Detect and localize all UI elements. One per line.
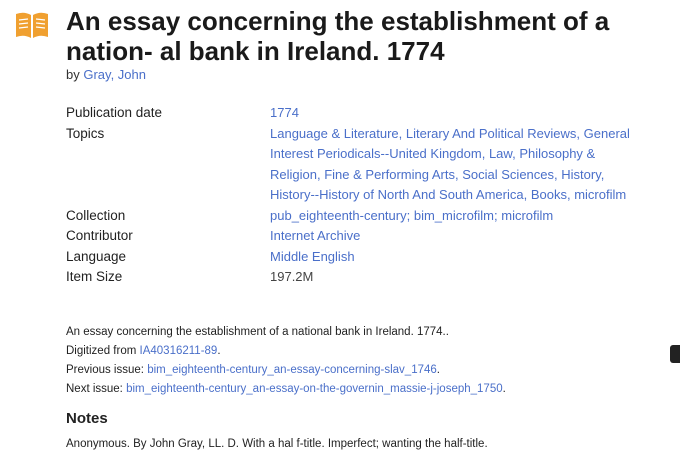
- meta-row-contributor: [66, 226, 646, 247]
- previous-issue-line: Previous issue: bim_eighteenth-century_an-essay-concerning-slav_1746.: [66, 364, 440, 376]
- contributor-link[interactable]: Internet Archive: [270, 228, 361, 243]
- previous-issue-link[interactable]: bim_eighteenth-century_an-essay-concerning-slav_1746: [147, 364, 437, 376]
- book-icon: [14, 11, 50, 39]
- topic-link[interactable]: Social Sciences: [462, 166, 555, 182]
- meta-label: Item Size: [66, 269, 123, 284]
- meta-label: Topics: [66, 125, 105, 141]
- meta-row-publication-date: [66, 103, 646, 124]
- meta-row-collection: [66, 206, 646, 227]
- metadata-table: [66, 103, 646, 288]
- item-size-value: 197.2M: [270, 269, 314, 284]
- collection-list: pub_eighteenth-century; bim_microfilm; microfilm: [270, 207, 554, 223]
- topic-link[interactable]: History: [561, 166, 601, 182]
- topic-link[interactable]: Fine & Performing Arts: [324, 166, 455, 182]
- topic-link[interactable]: Language & Literature: [270, 125, 399, 141]
- byline: [66, 67, 146, 82]
- description-summary: An essay concerning the establishment of a national bank in Ireland. 1774..: [66, 326, 449, 338]
- item-description: [66, 323, 666, 399]
- digitized-source-link[interactable]: IA40316211-89: [139, 345, 218, 357]
- author-link[interactable]: Gray, John: [83, 67, 146, 82]
- meta-row-item-size: [66, 267, 646, 288]
- meta-row-language: [66, 247, 646, 268]
- collection-link[interactable]: bim_microfilm: [413, 207, 495, 223]
- topic-link[interactable]: Books: [530, 187, 567, 202]
- digitized-from-line: Digitized from IA40316211-89.: [66, 345, 221, 357]
- meta-label: Collection: [66, 207, 126, 223]
- collection-link[interactable]: pub_eighteenth-century: [270, 207, 407, 223]
- meta-label: Publication date: [66, 105, 163, 120]
- collection-link[interactable]: microfilm: [501, 207, 554, 223]
- topic-link[interactable]: Philosophy & Religion: [270, 146, 596, 182]
- meta-row-topics: [66, 124, 646, 206]
- by-label: by: [66, 67, 80, 82]
- publication-date-link[interactable]: 1774: [270, 105, 299, 120]
- notes-text: Anonymous. By John Gray, LL. D. With a hal f-title. Imperfect; wanting the half-title.: [66, 438, 488, 450]
- digitized-label: Digitized from: [66, 345, 137, 357]
- next-issue-label: Next issue:: [66, 383, 123, 395]
- notes-heading: Notes: [66, 410, 108, 427]
- next-issue-line: Next issue: bim_eighteenth-century_an-essay-on-the-governin_massie-j-joseph_1750.: [66, 383, 506, 395]
- topic-link[interactable]: Law: [488, 146, 513, 161]
- topics-list: Language & Literature, Literary And Political Reviews, General Interest Periodicals--United Kingdom, Law, Philosophy & Religion, Fine & Performing Arts, Social Sciences, History, History--History of North And South America, Books, microfilm: [270, 125, 630, 202]
- meta-label: Language: [66, 248, 127, 264]
- language-link[interactable]: Middle English: [270, 248, 355, 264]
- previous-issue-label: Previous issue:: [66, 364, 144, 376]
- item-title: An essay concerning the establishment of a nation- al bank in Ireland. 1774: [66, 6, 610, 66]
- next-issue-link[interactable]: bim_eighteenth-century_an-essay-on-the-governin_massie-j-joseph_1750: [126, 383, 503, 395]
- meta-label: Contributor: [66, 228, 133, 243]
- topic-link[interactable]: Literary And Political Reviews: [405, 125, 577, 141]
- side-panel-toggle-button[interactable]: [670, 345, 680, 363]
- topic-link[interactable]: History--History of North And South America: [270, 187, 524, 202]
- topic-link[interactable]: General Interest Periodicals--United Kingdom: [270, 125, 630, 161]
- topic-link[interactable]: microfilm: [574, 187, 627, 202]
